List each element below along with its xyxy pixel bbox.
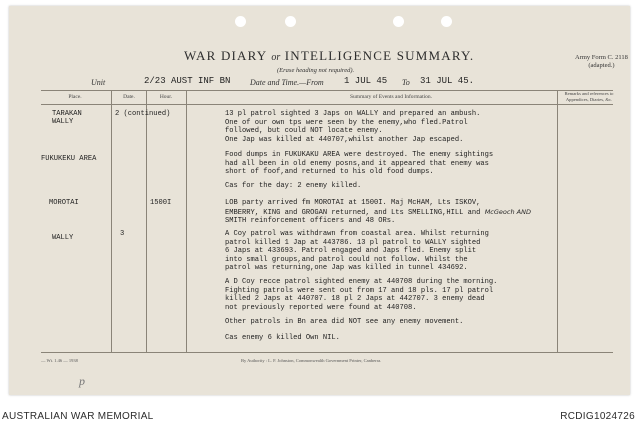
summary-line: Food dumps in FUKUKAKU AREA were destroyed. The enemy sightings — [225, 151, 494, 159]
column-divider — [146, 90, 147, 352]
summary-line: Cas for the day: 2 enemy killed. — [225, 182, 362, 190]
summary-line: One Jap was killed at 440707,whilst another Jap escaped. — [225, 135, 464, 144]
summary-line: SMITH reinforcement officers and 48 ORs. — [225, 217, 396, 225]
entry-summary — [225, 318, 561, 327]
archive-name: AUSTRALIAN WAR MEMORIAL — [2, 411, 154, 422]
archive-reference: RCDIG1024726 — [560, 411, 635, 422]
title-or: or — [271, 52, 281, 63]
summary-line: Other patrols in Bn area did NOT see any enemy movement. — [225, 318, 464, 326]
entry-summary — [225, 110, 561, 144]
summary-line: Cas enemy 6 killed Own NIL. — [225, 334, 340, 342]
summary-line-text: EMBERRY, KING and GROGAN returned, and Lts SMELLING,HILL and — [225, 208, 481, 217]
summary-line: A D Coy recce patrol sighted enemy at 440708 during the morning. — [225, 278, 498, 286]
form-adapted-text: (adapted.) — [588, 62, 615, 69]
column-header-place: Place. — [68, 94, 82, 100]
summary-line — [225, 208, 561, 218]
column-header-date: Date. — [123, 94, 135, 100]
summary-line: had all been in old enemy posns,and it appeared that enemy was — [225, 159, 489, 168]
summary-line: 13 pl patrol sighted 3 Japs on WALLY and prepared an ambush. — [225, 110, 481, 118]
summary-line: A Coy patrol was withdrawn from coastal area. Whilst returning — [225, 230, 489, 238]
entry-hour: 1500I — [150, 199, 172, 207]
table-bottom-rule — [41, 352, 613, 353]
summary-line: killed 2 Japs at 440707. 18 pl 2 Japs at 442707. 3 enemy dead — [225, 295, 485, 303]
unit-value: 2/23 AUST INF BN — [144, 76, 231, 86]
summary-line: short of foof,and returned to his old food dumps. — [225, 168, 434, 176]
archive-credit-bar — [0, 408, 639, 426]
entry-date: 2 (continued) — [115, 110, 171, 118]
pencil-mark: p — [79, 374, 85, 388]
date-label: Date and Time.—From — [250, 78, 324, 87]
to-label: To — [402, 78, 410, 87]
entry-summary — [225, 334, 561, 343]
entry-summary — [225, 199, 561, 226]
table-header-rule — [41, 104, 613, 105]
entry-summary — [225, 278, 561, 312]
column-divider — [111, 90, 112, 352]
entry-place: TARAKAN — [52, 110, 82, 118]
title-intelligence-summary: INTELLIGENCE SUMMARY. — [284, 48, 475, 63]
table-top-rule — [41, 90, 613, 91]
form-number — [575, 54, 628, 70]
print-code: — Wt. 1.46 — 1938 — [41, 358, 78, 363]
column-divider — [186, 90, 187, 352]
entry-place: WALLY — [52, 234, 74, 242]
summary-line: Fighting patrols were sent out from 17 and 18 pls. 17 pl patrol — [225, 286, 494, 295]
entry-place: WALLY — [52, 118, 74, 126]
entry-summary — [225, 230, 561, 273]
entry-date: 3 — [120, 230, 125, 238]
summary-line: One of our own tps were seen by the enemy,who fled.Patrol — [225, 118, 468, 127]
column-header-hour: Hour. — [159, 94, 173, 100]
handwritten-annotation: McGeoch AND — [484, 207, 531, 216]
unit-label: Unit — [91, 78, 106, 87]
entry-place: FUKUKEKU AREA — [41, 155, 97, 163]
summary-line: not previously reported were found at 440708. — [225, 303, 417, 312]
punch-hole — [393, 16, 404, 27]
entry-summary — [225, 151, 561, 177]
diary-sheet — [9, 6, 630, 395]
entry-summary — [225, 182, 561, 191]
punch-hole — [235, 16, 246, 27]
form-subtitle: (Erase heading not required). — [277, 67, 355, 74]
summary-line: patrol killed 1 Jap at 443786. 13 pl patrol to WALLY sighted — [225, 238, 481, 247]
entry-place: MOROTAI — [49, 199, 79, 207]
column-header-summary: Summary of Events and Information. — [349, 94, 433, 100]
summary-line: patrol was returning,one Jap was killed in tunnel 434692. — [225, 264, 468, 272]
summary-line: 6 Japs at 433693. Patrol engaged and Japs fled. Enemy split — [225, 247, 477, 255]
column-header-remarks: Remarks and references to Appendices, Diaries, &c. — [564, 91, 614, 102]
form-number-text: Army Form C. 2118 — [575, 54, 628, 61]
summary-line: into small groups,and patrol could not follow. Whilst the — [225, 255, 468, 264]
printer-authority: By Authority : L. F. Johnston, Commonwealth Government Printer, Canberra. — [241, 358, 382, 363]
date-from: 1 JUL 45 — [344, 76, 388, 86]
form-title — [184, 48, 474, 64]
punch-hole — [285, 16, 296, 27]
punch-hole — [441, 16, 452, 27]
summary-line: followed, but could NOT locate enemy. — [225, 127, 383, 135]
date-to: 31 JUL 45. — [420, 76, 475, 86]
title-war-diary: WAR DIARY — [184, 48, 267, 63]
summary-line: LOB party arrived fm MOROTAI at 1500I. Maj McHAM, Lts ISKOV, — [225, 199, 481, 207]
